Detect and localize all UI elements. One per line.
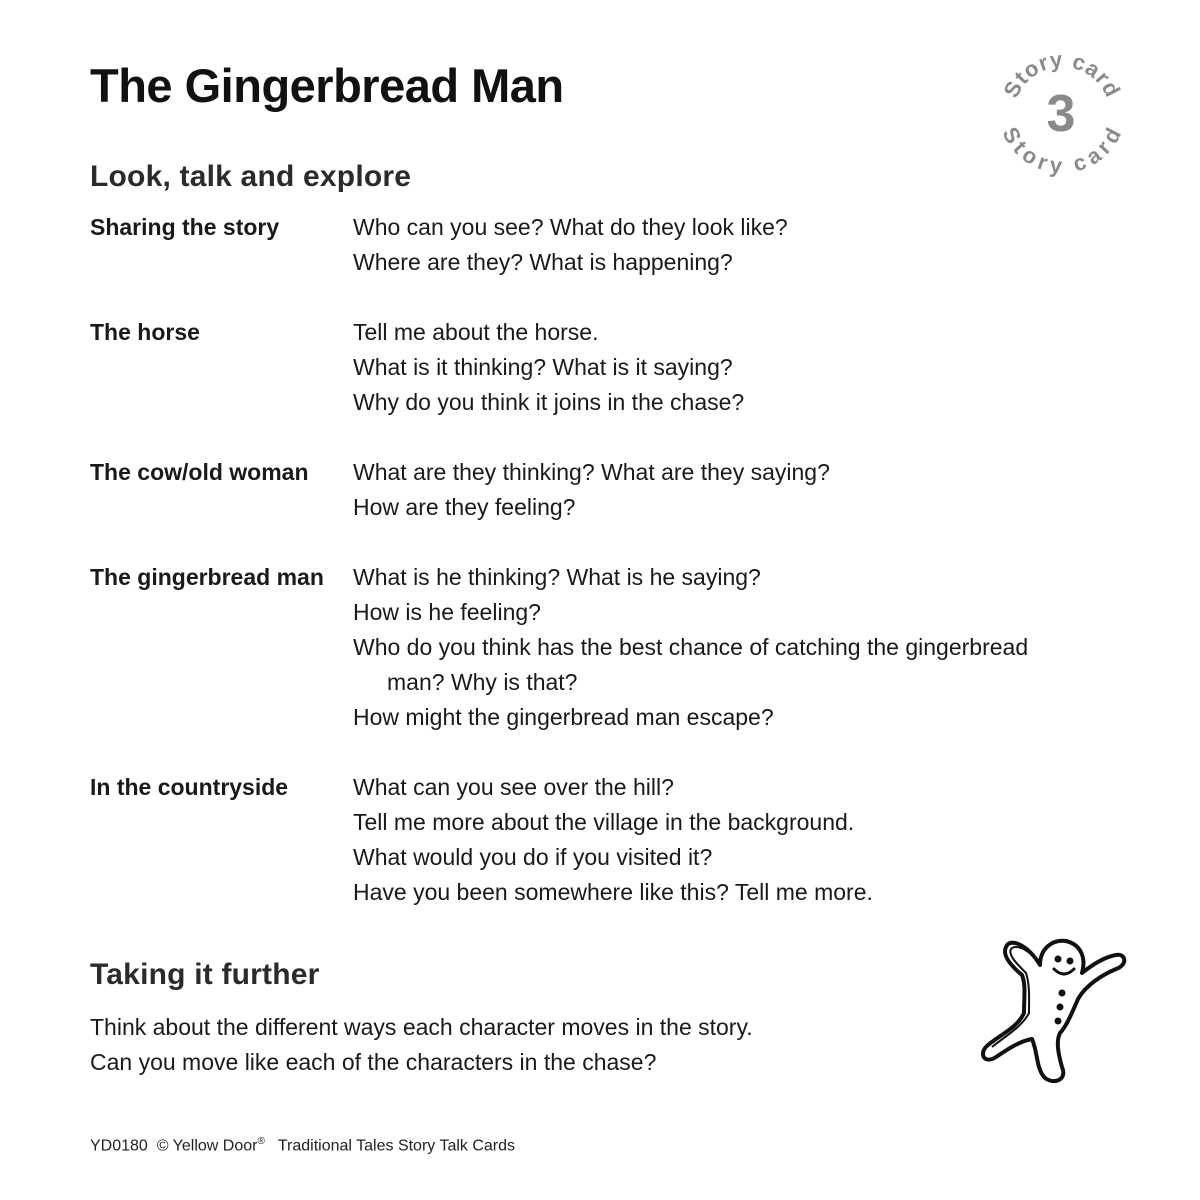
question-line: Have you been somewhere like this? Tell me more. <box>353 879 873 905</box>
question-row <box>90 770 1090 910</box>
question-line: man? Why is that? <box>387 669 578 695</box>
question-line: Where are they? What is happening? <box>353 249 733 275</box>
gingerbread-man-icon <box>978 935 1133 1085</box>
question-line: Tell me about the horse. <box>353 319 599 345</box>
footer <box>90 1136 515 1155</box>
row-label: Sharing the story <box>90 214 280 240</box>
badge-label-top: Story card <box>998 46 1126 102</box>
series-name: Traditional Tales Story Talk Cards <box>277 1137 516 1155</box>
question-line: Why do you think it joins in the chase? <box>353 389 745 415</box>
question-line: What can you see over the hill? <box>353 774 674 800</box>
row-label: The gingerbread man <box>90 564 324 590</box>
section-heading-look-talk: Look, talk and explore <box>90 160 412 193</box>
badge-number: 3 <box>1046 85 1076 143</box>
question-row <box>90 560 1090 735</box>
question-line: Tell me more about the village in the background. <box>353 809 855 835</box>
question-line: What is it thinking? What is it saying? <box>353 354 733 380</box>
question-line: How is he feeling? <box>353 599 541 625</box>
further-line: Think about the different ways each character moves in the story. <box>90 1014 753 1040</box>
badge-label-bottom: Story card <box>997 122 1127 179</box>
row-label: The horse <box>90 319 200 345</box>
section-heading-taking-further: Taking it further <box>90 958 320 991</box>
question-row <box>90 315 1090 420</box>
page-title: The Gingerbread Man <box>90 59 564 112</box>
question-row <box>90 455 1090 525</box>
further-text <box>90 1010 753 1080</box>
product-code: YD0180 <box>90 1137 148 1155</box>
question-line: How might the gingerbread man escape? <box>353 704 774 730</box>
question-line: Who do you think has the best chance of catching the gingerbread <box>353 634 1029 660</box>
further-line: Can you move like each of the characters in the chase? <box>90 1049 657 1075</box>
question-line: What is he thinking? What is he saying? <box>353 564 761 590</box>
question-line: How are they feeling? <box>353 494 576 520</box>
question-table <box>90 210 1090 910</box>
question-line: Who can you see? What do they look like? <box>353 214 788 240</box>
question-row <box>90 210 1090 280</box>
publisher: © Yellow Door <box>156 1137 258 1155</box>
story-card-badge-icon <box>995 45 1130 180</box>
trademark: ® <box>257 1136 265 1147</box>
row-label: In the countryside <box>90 774 289 800</box>
question-line: What would you do if you visited it? <box>353 844 713 870</box>
row-label: The cow/old woman <box>90 459 309 485</box>
question-line: What are they thinking? What are they saying? <box>353 459 830 485</box>
